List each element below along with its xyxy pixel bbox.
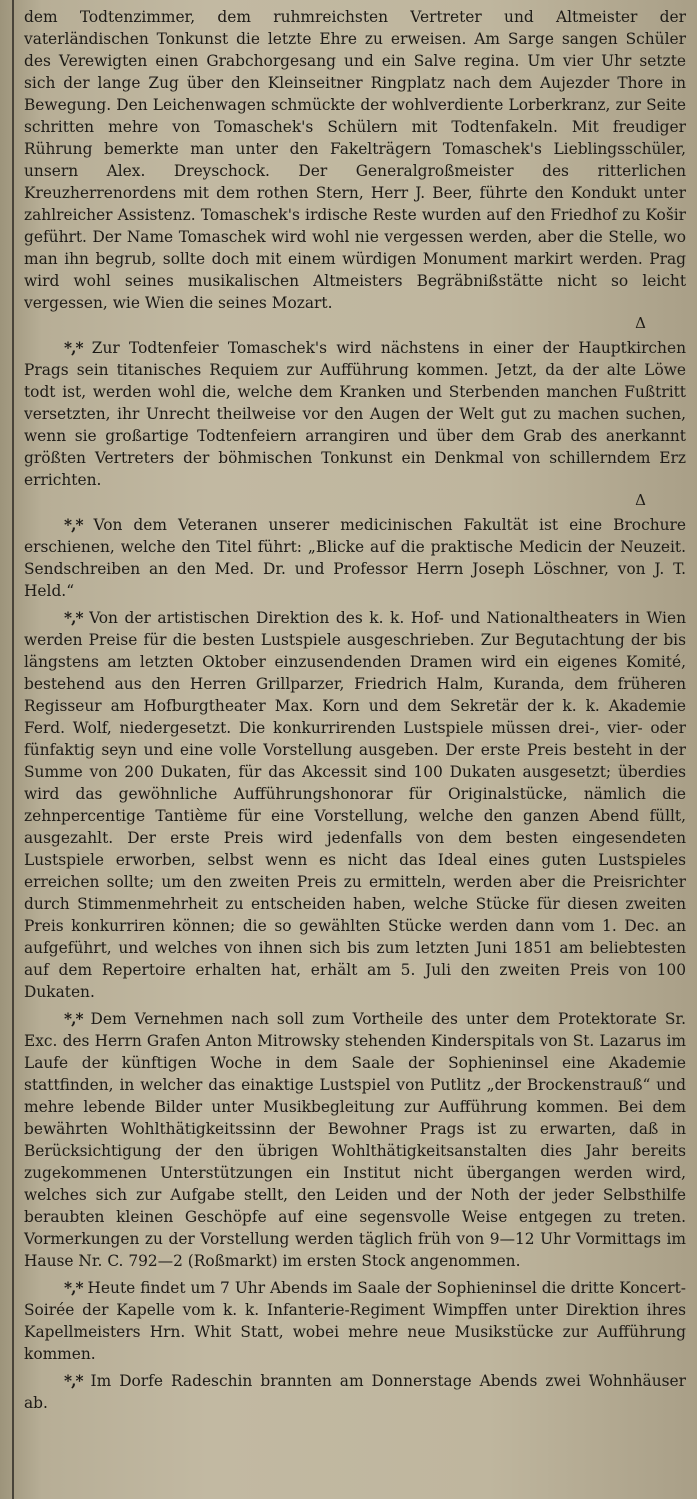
intro-signature: Δ <box>635 314 646 332</box>
article-column <box>24 6 686 1414</box>
news-item-fire <box>24 1370 686 1414</box>
asterism-icon: *,* <box>64 516 83 534</box>
news-item-koncert <box>24 1277 686 1365</box>
news-item-text: Von der artistischen Direktion des k. k. Hof- und Nationaltheaters in Wien werden Preise für die besten Lustspiele ausgeschrieben. Zur Begutachtung der bis längstens am letzten Oktober einzusendenden Dramen wird ein eigenes Komité, bestehend aus den Herren Grillparzer, Friedrich Halm, Kuranda, dem früheren Regisseur am Hofburgtheater Max. Korn und dem Sekretär der k. k. Akademie Ferd. Wolf, niedergesetzt. Die konkurrirenden Lustspiele müssen drei-, vier- oder fünfaktig seyn und eine volle Vorstellung ausgeben. Der erste Preis besteht in der Summe von 200 Dukaten, für das Akcessit sind 100 Dukaten ausgesetzt; überdies wird das gewöhnliche Aufführungshonorar für Originalstücke, nämlich die zehnpercentige Tantième für eine Vorstellung, welche den ganzen Abend füllt, ausgezahlt. Der erste Preis wird jedenfalls von dem besten eingesendeten Lustspiele erworben, selbst wenn es nicht das Ideal eines guten Lustspieles erreichen sollte; um den zweiten Preis zu ermitteln, werden aber die Preisrichter durch Stimmenmehrheit zu entscheiden haben, welche Stücke für diesen zweiten Preis konkurriren können; die so gewählten Stücke werden dann vom 1. Dec. an aufgeführt, und welches von ihnen sich bis zum letzten Juni 1851 am beliebtesten auf dem Repertoire erhalten hat, erhält am 5. Juli den zweiten Preis von 100 Dukaten. <box>24 609 687 1001</box>
news-item-text: Heute findet um 7 Uhr Abends im Saale der Sophieninsel die dritte Koncert-Soirée der Kapelle vom k. k. Infanterie-Regiment Wimpffen unter Direktion ihres Kapellmeisters Hrn. Whit Statt, wobei mehre neue Musikstücke zur Aufführung kommen. <box>24 1279 686 1363</box>
asterism-icon: *,* <box>64 609 83 627</box>
news-item-requiem <box>24 337 686 491</box>
news-item-text: Von dem Veteranen unserer medicinischen Fakultät ist eine Brochure erschienen, welche den Titel führt: „Blicke auf die praktische Medicin der Neuzeit. Sendschreiben an den Med. Dr. und Professor Herrn Joseph Löschner, von J. T. Held.“ <box>24 516 686 600</box>
asterism-icon: *,* <box>64 1372 83 1390</box>
news-item-brochure <box>24 514 686 602</box>
news-item-kinderspital <box>24 1008 686 1272</box>
column-rule <box>12 0 14 1499</box>
news-item-text: Im Dorfe Radeschin brannten am Donnerstage Abends zwei Wohnhäuser ab. <box>24 1372 686 1412</box>
news-item-lustspiel-prize <box>24 607 686 1003</box>
asterism-icon: *,* <box>64 339 83 357</box>
news-item-text: Zur Todtenfeier Tomaschek's wird nächstens in einer der Hauptkirchen Prags sein titanisches Requiem zur Aufführung kommen. Jetzt, da der alte Löwe todt ist, werden wohl die, welche dem Kranken und Sterbenden manchen Fußtritt versetzten, ihr Unrecht theilweise vor den Augen der Welt gut zu machen suchen, wenn sie großartige Todtenfeiern arrangiren und über dem Grab des anerkannt größten Vertreters der böhmischen Tonkunst ein Denkmal von schillerndem Erz errichten. <box>24 339 686 489</box>
article-intro-paragraph: dem Todtenzimmer, dem ruhmreichsten Vertreter und Altmeister der vaterländischen Tonkunst die letzte Ehre zu erweisen. Am Sarge sangen Schüler des Verewigten einen Grabchorgesang und ein Salve regina. Um vier Uhr setzte sich der lange Zug über den Kleinseitner Ringplatz nach dem Aujezder Thore in Bewegung. Den Leichenwagen schmückte der wohlverdiente Lorberkranz, zur Seite schritten mehre von Tomaschek's Schülern mit Todtenfakeln. Mit freudiger Rührung bemerkte man unter den Fakelträgern Tomaschek's Lieblingsschüler, unsern Alex. Dreyschock. Der Generalgroßmeister des ritterlichen Kreuzherrenordens mit dem rothen Stern, Herr J. Beer, führte den Kondukt unter zahlreicher Assistenz. Tomaschek's irdische Reste wurden auf den Friedhof zu Košir geführt. Der Name Tomaschek wird wohl nie vergessen werden, aber die Stelle, wo man ihn begrub, sollte doch mit einem würdigen Monument markirt werden. Prag wird wohl seines musikalischen Altmeisters Begräbnißstätte nicht so leicht vergessen, wie Wien die seines Mozart. <box>24 8 686 312</box>
news-item-text: Dem Vernehmen nach soll zum Vortheile des unter dem Protektorate Sr. Exc. des Herrn Grafen Anton Mitrowsky stehenden Kinderspitals von St. Lazarus im Laufe der künftigen Woche in dem Saale der Sophieninsel eine Akademie stattfinden, in welcher das einaktige Lustspiel von Putlitz „der Brockenstrauß“ und mehre lebende Bilder unter Musikbegleitung zur Aufführung kommen. Bei dem bewährten Wohlthätigkeitssinn der Bewohner Prags ist zu erwarten, daß in Berücksichtigung der den übrigen Wohlthätigkeitsanstalten dies Jahr bereits zugekommenen Unterstützungen ein Institut nicht übergangen werden wird, welches sich zur Aufgabe stellt, den Leiden und der Noth der jeder Selbsthilfe beraubten kleinen Geschöpfe auf eine segensvolle Weise entgegen zu treten. Vormerkungen zu der Vorstellung werden täglich früh von 9—12 Uhr Vormittags im Hause Nr. C. 792—2 (Roßmarkt) im ersten Stock angenommen. <box>24 1010 686 1270</box>
asterism-icon: *,* <box>64 1010 83 1028</box>
news-item-signature: Δ <box>635 491 646 509</box>
asterism-icon: *,* <box>64 1279 83 1297</box>
